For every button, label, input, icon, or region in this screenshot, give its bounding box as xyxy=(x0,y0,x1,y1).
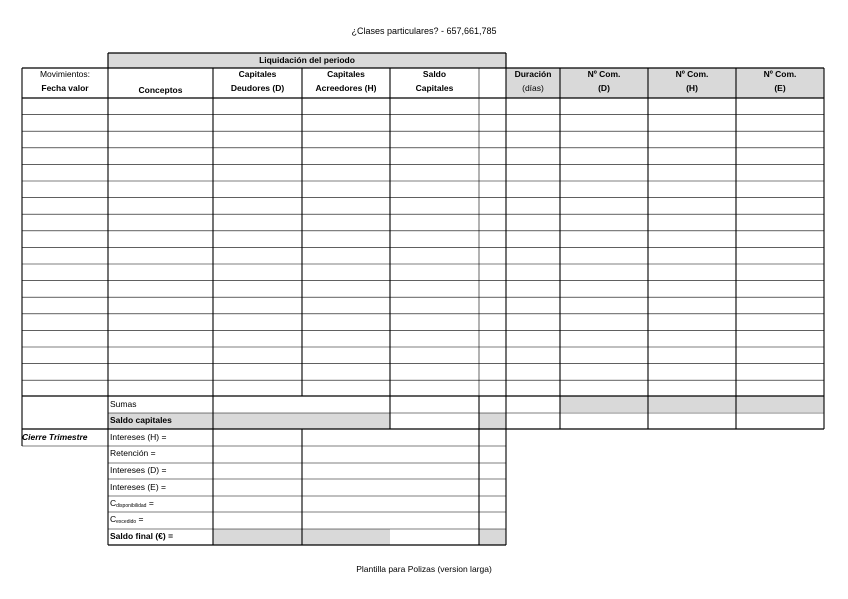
fecha-valor-header: Fecha valor xyxy=(41,83,89,93)
saldo-capitales-merged-fill xyxy=(213,413,390,429)
ncom-d-header-2: (D) xyxy=(598,83,610,93)
ncom-h-header-2: (H) xyxy=(686,83,698,93)
capitales-deudores-header-2: Deudores (D) xyxy=(230,83,285,93)
retencion-label: Retención = xyxy=(110,448,156,458)
ncom-d-header-1: Nº Com. xyxy=(587,69,621,79)
cierre-trimestre-label: Cierre Trimestre xyxy=(22,432,88,442)
ncom-h-header-1: Nº Com. xyxy=(675,69,709,79)
capitales-deudores-header-1: Capitales xyxy=(238,69,277,79)
liquidacion-header: Liquidación del periodo xyxy=(259,55,355,65)
c-disponibilidad-label: $C_{disponibilidad}$ = xyxy=(110,498,154,509)
page-title: ¿Clases particulares? - 657,661,785 xyxy=(351,26,497,36)
saldo-capitales-extra-fill xyxy=(479,413,506,429)
intereses-d-label: Intereses (D) = xyxy=(110,465,167,475)
sumas-label: Sumas xyxy=(110,399,137,409)
movimientos-header: Movimientos: xyxy=(39,69,91,79)
saldo-final-label: Saldo final (€) = xyxy=(110,531,174,541)
saldo-header-1: Saldo xyxy=(422,69,447,79)
page-footer: Plantilla para Polizas (version larga) xyxy=(356,564,492,574)
capitales-acreedores-header-2: Acreedores (H) xyxy=(315,83,377,93)
saldo-capitales-label: Saldo capitales xyxy=(110,415,172,425)
saldo-header-2: Capitales xyxy=(415,83,454,93)
conceptos-header: Conceptos xyxy=(138,85,183,95)
ncom-e-header-2: (E) xyxy=(774,83,786,93)
duracion-header-2: (días) xyxy=(522,83,544,93)
intereses-h-label: Intereses (H) = xyxy=(110,432,167,442)
saldo-final-extra-fill xyxy=(479,529,506,545)
ncom-e-header-1: Nº Com. xyxy=(763,69,797,79)
capitales-acreedores-header-1: Capitales xyxy=(327,69,365,79)
c-excedido-label: $C_{excedido}$ = xyxy=(110,514,144,525)
sumas-ncom-fill xyxy=(560,396,824,412)
duracion-header-1: Duración xyxy=(514,69,552,79)
intereses-e-label: Intereses (E) = xyxy=(110,482,166,492)
